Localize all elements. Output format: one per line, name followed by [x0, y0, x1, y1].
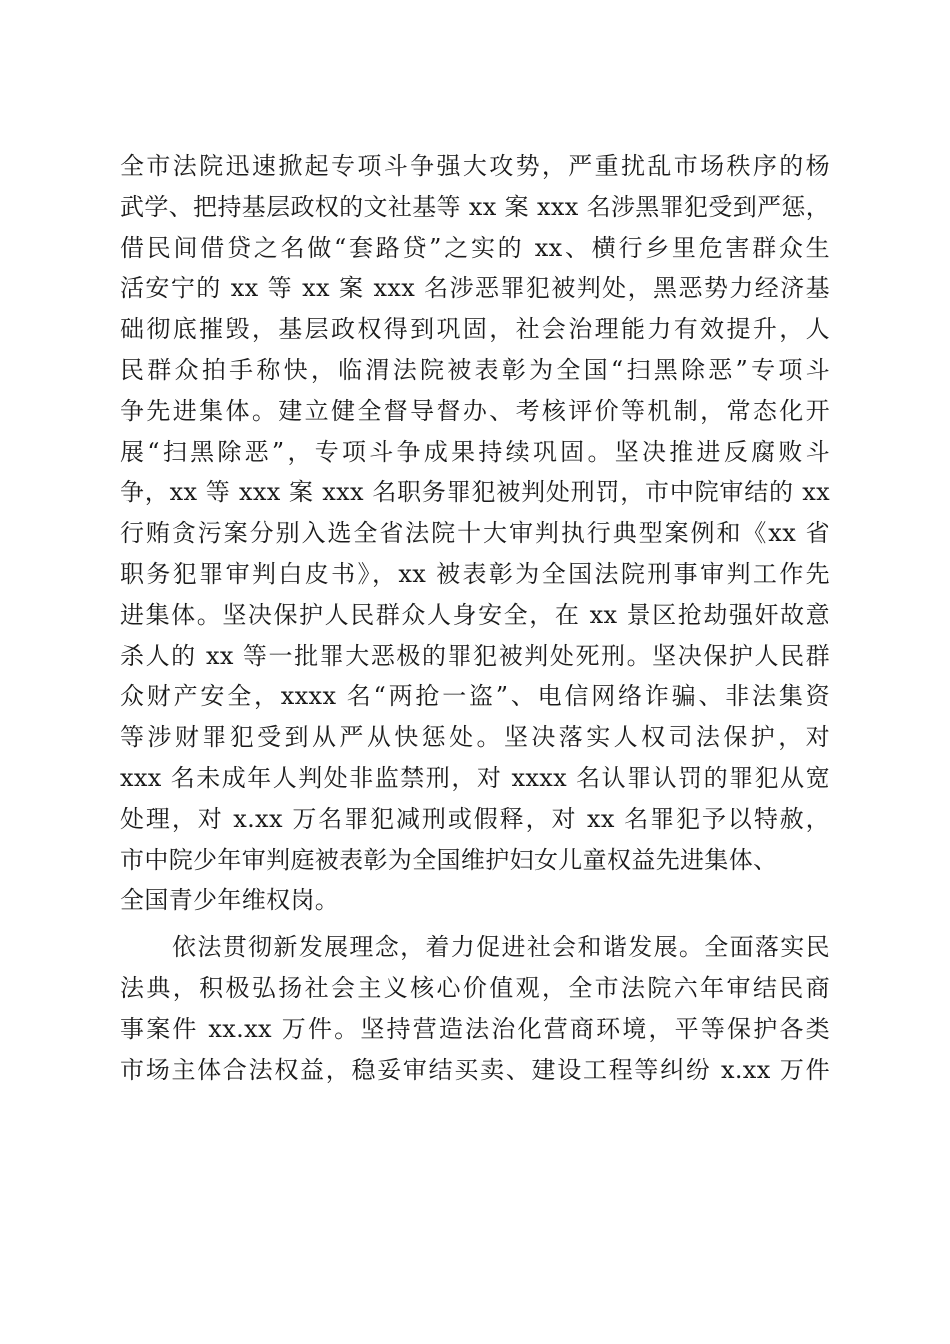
text-line: xxx 名未成年人判处非监禁刑，对 xxxx 名认罪认罚的罪犯从宽	[120, 763, 830, 792]
text-line: 民群众拍手称快，临渭法院被表彰为全国“扫黑除恶”专项斗	[120, 355, 830, 384]
text-line: 进集体。坚决保护人民群众人身安全，在 xx 景区抢劫强奸故意	[120, 600, 830, 629]
text-line: 市场主体合法权益，稳妥审结买卖、建设工程等纠纷 x.xx 万件	[120, 1055, 830, 1084]
text-line: 等涉财罪犯受到从严从快惩处。坚决落实人权司法保护，对	[120, 723, 830, 752]
text-line: 武学、把持基层政权的文社基等 xx 案 xxx 名涉黑罪犯受到严惩，	[120, 192, 831, 221]
text-line: 全市法院迅速掀起专项斗争强大攻势，严重扰乱市场秩序的杨	[120, 152, 830, 180]
text-line: 展“扫黑除恶”，专项斗争成果持续巩固。坚决推进反腐败斗	[120, 437, 830, 466]
text-line: 事案件 xx.xx 万件。坚持营造法治化营商环境，平等保护各类	[120, 1014, 830, 1043]
body-text	[120, 146, 830, 1090]
text-line: 处理，对 x.xx 万名罪犯减刑或假释，对 xx 名罪犯予以特赦，	[120, 804, 830, 833]
text-line: 法典，积极弘扬社会主义核心价值观，全市法院六年审结民商	[120, 973, 830, 1002]
text-line: 杀人的 xx 等一批罪大恶极的罪犯被判处死刑。坚决保护人民群	[120, 641, 830, 670]
text-line: 行贿贪污案分别入选全省法院十大审判执行典型案例和《xx 省	[120, 519, 830, 548]
text-line: 活安宁的 xx 等 xx 案 xxx 名涉恶罪犯被判处，黑恶势力经济基	[120, 274, 830, 303]
text-line: 争先进集体。建立健全督导督办、考核评价等机制，常态化开	[120, 396, 830, 425]
text-line: 全国青少年维权岗。	[120, 886, 340, 915]
text-line: 众财产安全，xxxx 名“两抢一盗”、电信网络诈骗、非法集资	[120, 682, 830, 711]
text-line: 依法贯彻新发展理念，着力促进社会和谐发展。全面落实民	[172, 933, 830, 962]
text-line: 借民间借贷之名做“套路贷”之实的 xx、横行乡里危害群众生	[120, 233, 830, 262]
text-line: 市中院少年审判庭被表彰为全国维护妇女儿童权益先进集体、	[120, 845, 778, 874]
text-line: 职务犯罪审判白皮书》，xx 被表彰为全国法院刑事审判工作先	[120, 559, 830, 588]
text-line: 础彻底摧毁，基层政权得到巩固，社会治理能力有效提升，人	[120, 315, 830, 344]
text-line: 争，xx 等 xxx 案 xxx 名职务罪犯被判处刑罚，市中院审结的 xx	[120, 478, 830, 507]
